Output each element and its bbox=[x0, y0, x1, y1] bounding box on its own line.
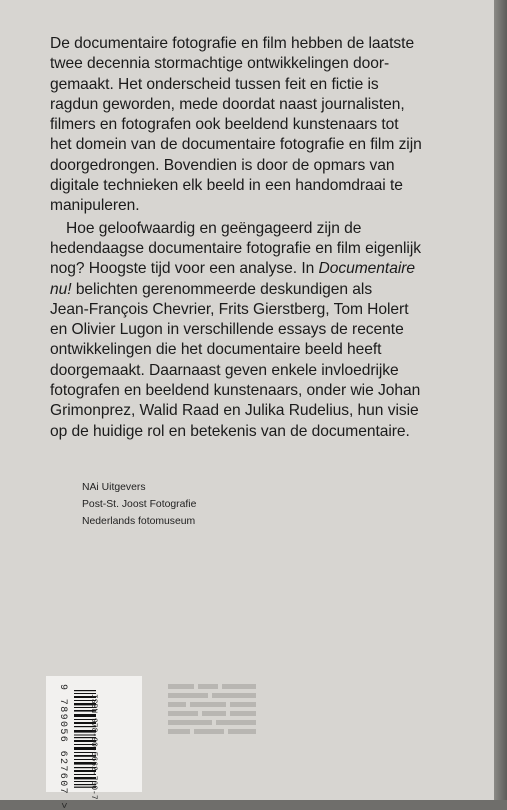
text-segment: nog? Hoogste tijd voor een analyse. In bbox=[50, 260, 319, 278]
text-line: op de huidige rol en betekenis van de documentaire. bbox=[50, 422, 410, 440]
text-line: doorgedrongen. Bovendien is door de opmars van bbox=[50, 156, 395, 174]
text-line: manipuleren. bbox=[50, 197, 140, 215]
text-line bbox=[50, 259, 466, 279]
text-line: De documentaire fotografie en film hebben de laatste bbox=[50, 35, 415, 52]
paragraph-2 bbox=[50, 219, 466, 442]
isbn-number: ISBN 978-90-5662-760-7 bbox=[89, 694, 98, 800]
text-line bbox=[50, 280, 466, 300]
text-line: gemaakt. Het onderscheid tussen feit en fictie is bbox=[50, 75, 379, 93]
book-title-italic: nu! bbox=[50, 280, 72, 298]
text-line: digitale technieken elk beeld in een handomdraai te bbox=[50, 177, 403, 195]
text-line: Jean-François Chevrier, Frits Gierstberg, Tom Holert bbox=[50, 300, 409, 318]
blurb-text bbox=[50, 34, 466, 442]
text-line: het domein van de documentaire fotografie en film zijn bbox=[50, 136, 422, 154]
publisher-name: NAi Uitgevers bbox=[82, 482, 146, 493]
text-line: doorgemaakt. Daarnaast geven enkele invloedrijke bbox=[50, 361, 399, 379]
paragraph-1 bbox=[50, 34, 466, 217]
text-line: en Olivier Lugon in verschillende essays de recente bbox=[50, 321, 404, 339]
text-line: hedendaagse documentaire fotografie en film eigenlijk bbox=[50, 239, 421, 257]
text-line: ragdun geworden, mede doordat naast journalisten, bbox=[50, 95, 405, 113]
text-line: fotografen en beeldend kunstenaars, onder wie Johan bbox=[50, 382, 421, 400]
text-line: Hoe geloofwaardig en geëngageerd zijn de bbox=[66, 219, 362, 237]
publisher-name: Nederlands fotomuseum bbox=[82, 516, 196, 527]
barcode-digits: 9 789056 627607 > bbox=[57, 684, 68, 810]
publisher-logo-icon bbox=[168, 684, 260, 740]
book-spine-edge bbox=[494, 0, 507, 800]
text-line: Grimonprez, Walid Raad en Julika Rudelius, hun visie bbox=[50, 402, 419, 420]
text-segment: belichten gerenommeerde deskundigen als bbox=[71, 280, 373, 298]
publisher-name: Post-St. Joost Fotografie bbox=[82, 499, 197, 510]
book-title-italic: Documentaire bbox=[318, 260, 416, 278]
text-line: twee decennia stormachtige ontwikkelingen door- bbox=[50, 55, 390, 73]
text-line: filmers en fotografen ook beeldend kunstenaars tot bbox=[50, 116, 399, 134]
text-line: ontwikkelingen die het documentaire beeld heeft bbox=[50, 341, 382, 359]
publisher-list bbox=[82, 479, 196, 530]
